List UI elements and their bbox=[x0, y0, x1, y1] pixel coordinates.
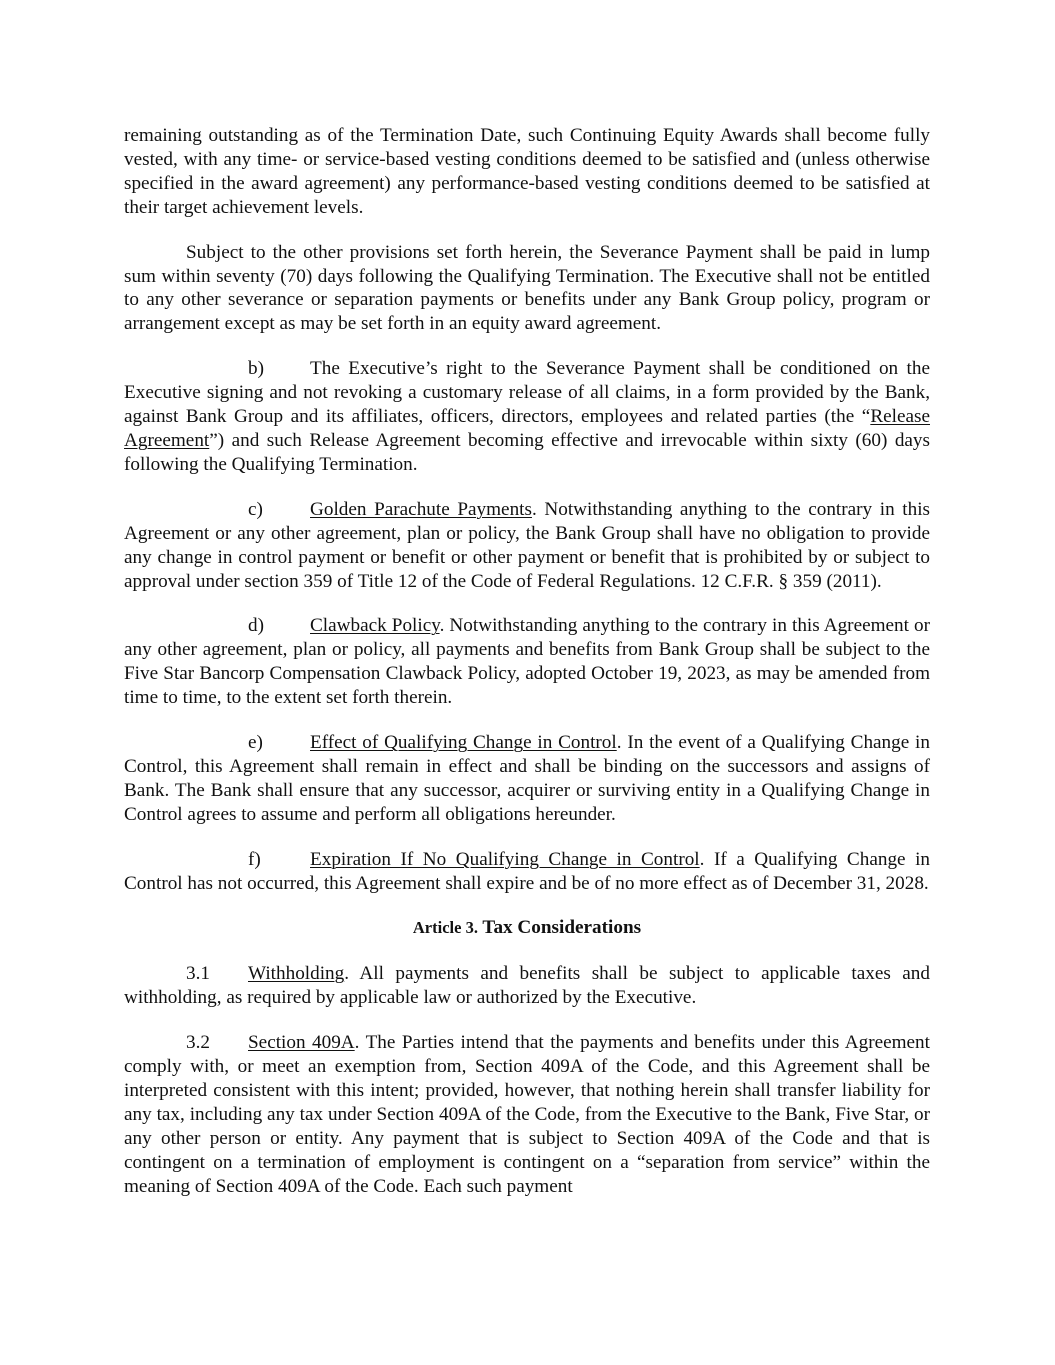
clause-d bbox=[124, 614, 930, 710]
section-3-1 bbox=[124, 962, 930, 1010]
article-label: Article 3. bbox=[412, 918, 478, 938]
clause-c-title: Golden Parachute Payments bbox=[310, 498, 532, 520]
section-3-2-number: 3.2 bbox=[186, 1032, 210, 1054]
clause-e bbox=[124, 731, 930, 827]
clause-c-text: . Notwithstanding anything to the contrary in this Agreement or any other agreement, plan or policy, the Bank Group shall have no obligation to provide any change in control payment or benefit or other payment or benefit that is prohibited by or subject to approval under section 359 of Title 12 of the Code of Federal Regulations. 12 C.F.R. § 359 (2011). bbox=[124, 498, 931, 592]
clause-e-label: e) bbox=[248, 732, 263, 754]
paragraph-continuing-equity: remaining outstanding as of the Termination Date, such Continuing Equity Awards shall become fully vested, with any time- or service-based vesting conditions deemed to be satisfied and (unless otherwise specified in the award agreement) any performance-based vesting conditions deemed to be satisfied at their target achievement levels. bbox=[124, 125, 930, 218]
clause-b-label: b) bbox=[248, 358, 264, 380]
clause-b-text-before: The Executive’s right to the Severance Payment shall be conditioned on the Executive signing and not revoking a customary release of all claims, in a form provided by the Bank, against Bank Group and its affiliates, officers, directors, employees and related parties (the “ bbox=[124, 358, 930, 428]
clause-c-label: c) bbox=[248, 498, 263, 520]
article-heading bbox=[124, 916, 930, 940]
clause-d-text: . Notwithstanding anything to the contrary in this Agreement or any other agreement, plan or policy, all payments and benefits from Bank Group shall be subject to the Five Star Bancorp Compensation Clawback Policy, adopted October 19, 2023, as may be amended from time to time, to the extent set forth therein. bbox=[124, 615, 930, 709]
section-3-2-text: . The Parties intend that the payments and benefits under this Agreement comply with, or meet an exemption from, Section 409A of the Code, and this Agreement shall be interpreted consistent with this intent; provided, however, that nothing herein shall transfer liability for any tax, including any tax under Section 409A of the Code, from the Executive to the Bank, Five Star, or any other person or entity. Any payment that is subject to Section 409A of the Code and that is contingent on a termination of employment is contingent on a “separation from service” within the meaning of Section 409A of the Code. Each such payment bbox=[124, 1032, 930, 1197]
section-3-2 bbox=[124, 1031, 930, 1198]
section-3-1-title: Withholding bbox=[248, 963, 345, 985]
clause-f-text: . If a Qualifying Change in Control has not occurred, this Agreement shall expire and be of no more effect as of December 31, 2028. bbox=[124, 848, 930, 894]
release-agreement-term: Release Agreement bbox=[124, 406, 930, 451]
section-3-1-text: . All payments and benefits shall be subject to applicable taxes and withholding, as required by applicable law or authorized by the Executive. bbox=[124, 963, 930, 1009]
clause-b bbox=[124, 357, 930, 477]
clause-b-text-after: ”) and such Release Agreement becoming effective and irrevocable within sixty (60) days following the Qualifying Termination. bbox=[124, 429, 930, 475]
document-page bbox=[124, 124, 930, 1220]
clause-e-text: . In the event of a Qualifying Change in Control, this Agreement shall remain in effect and shall be binding on the successors and assigns of Bank. The Bank shall ensure that any successor, acquirer or surviving entity in a Qualifying Change in Control agrees to assume and perform all obligations hereunder. bbox=[124, 732, 930, 825]
clause-f bbox=[124, 848, 930, 896]
section-3-1-number: 3.1 bbox=[186, 963, 210, 985]
article-title: Tax Considerations bbox=[482, 917, 642, 939]
clause-d-title: Clawback Policy bbox=[310, 615, 440, 637]
clause-d-label: d) bbox=[248, 615, 264, 637]
clause-f-title: Expiration If No Qualifying Change in Control bbox=[310, 848, 700, 870]
clause-c bbox=[124, 498, 930, 594]
clause-e-title: Effect of Qualifying Change in Control bbox=[310, 732, 617, 754]
paragraph-severance-payment: Subject to the other provisions set forth herein, the Severance Payment shall be paid in lump sum within seventy (70) days following the Qualifying Termination. The Executive shall not be entitled to any other severance or separation payments or benefits under any Bank Group policy, program or arrangement except as may be set forth in an equity award agreement. bbox=[124, 241, 930, 335]
clause-f-label: f) bbox=[248, 848, 261, 870]
section-3-2-title: Section 409A bbox=[248, 1032, 355, 1054]
